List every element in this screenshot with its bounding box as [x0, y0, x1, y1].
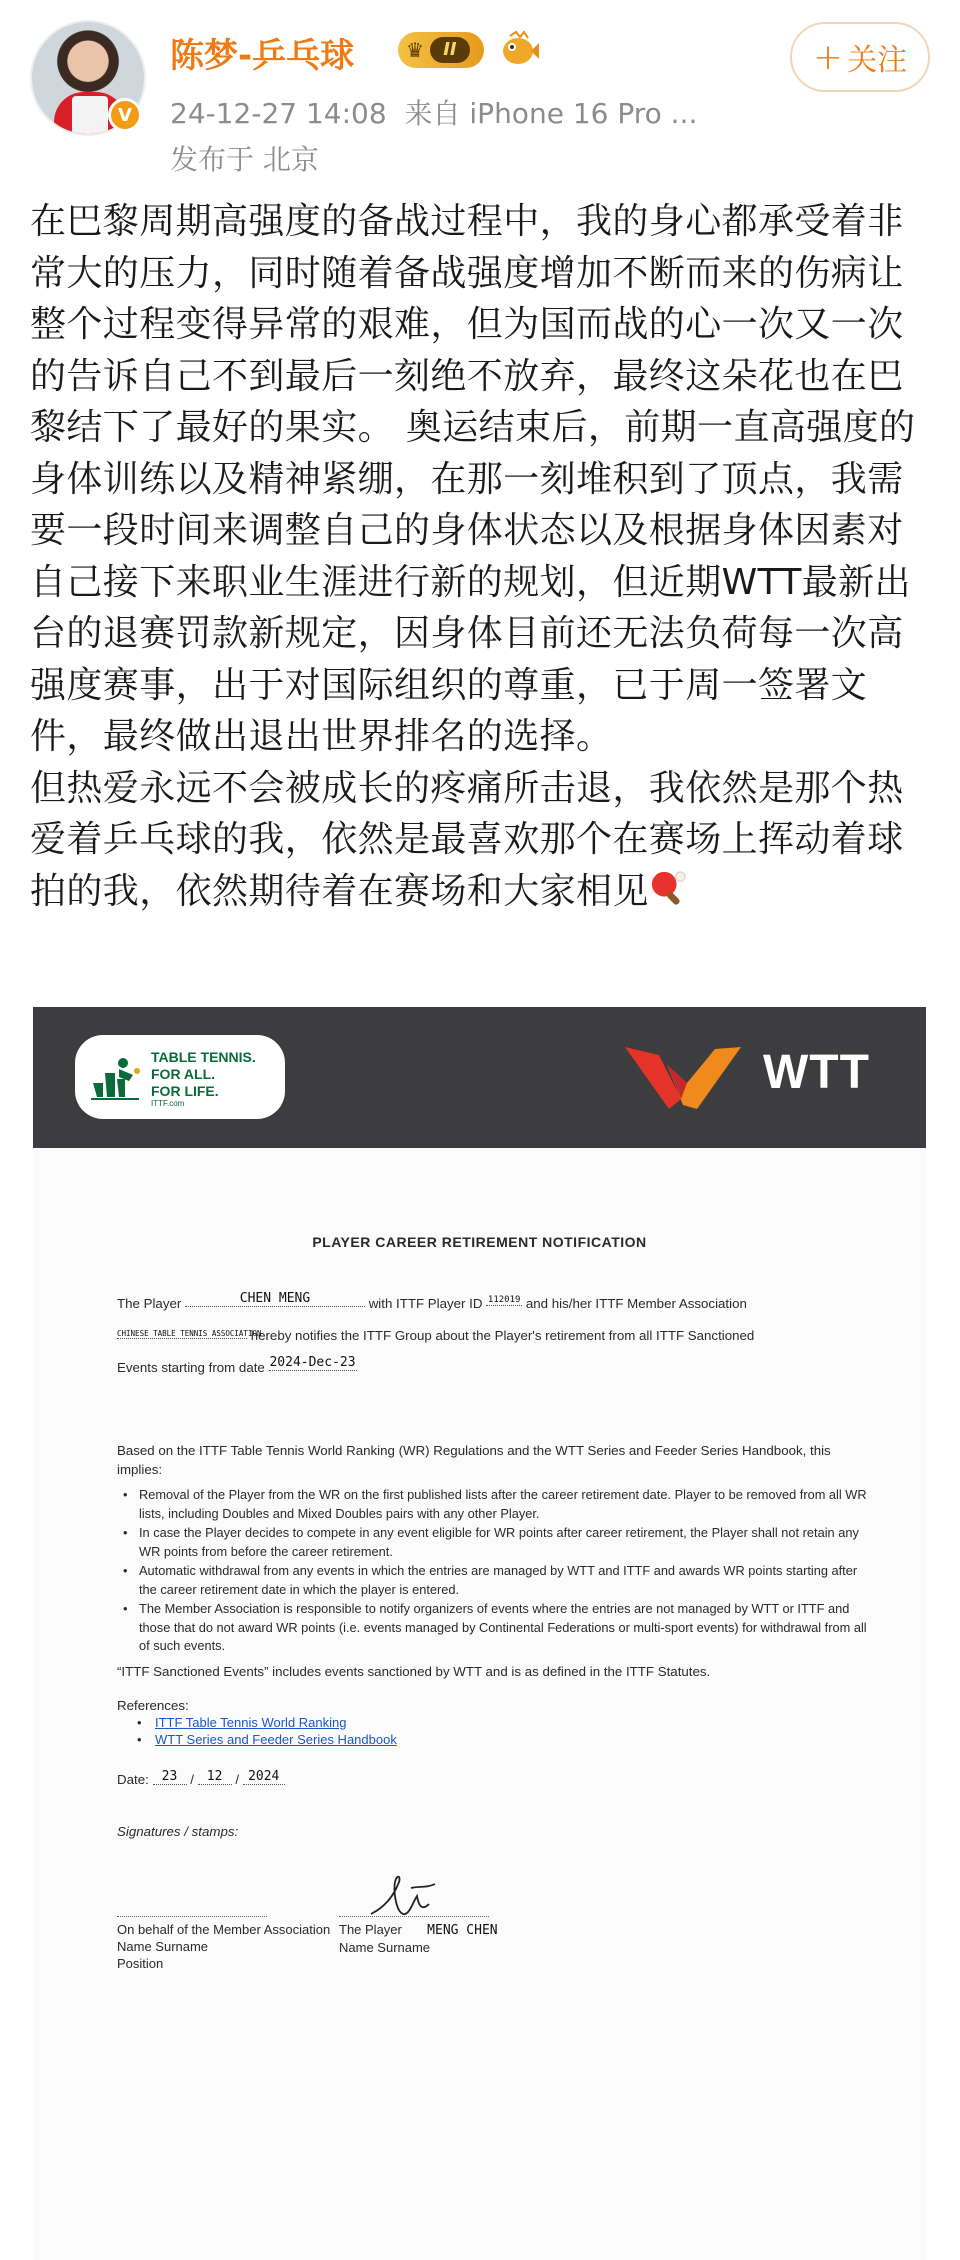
ping-pong-icon	[649, 869, 687, 907]
notification-text: hereby notifies the ITTF Group about the Player's retirement from all ITTF Sanctioned	[250, 1328, 755, 1343]
level-badge-text: II	[430, 37, 470, 63]
association-label: and his/her ITTF Member Association	[525, 1296, 747, 1311]
implication-item: • Removal of the Player from the WR on the first published lists after the career retirement date. Player to be removed from all WR lists, including Doubles and Mixed Doubles pairs with any other Player.	[117, 1486, 877, 1523]
ittf-tagline-3: FOR LIFE.	[151, 1083, 219, 1099]
player-sig-row	[339, 1921, 498, 1939]
implies-intro: Based on the ITTF Table Tennis World Ranking (WR) Regulations and the WTT Series and Feeder Series Handbook, this implies:	[117, 1443, 831, 1477]
implications-list	[117, 1486, 877, 1657]
start-date-field: 2024-Dec-23	[269, 1355, 356, 1370]
ittf-logo	[75, 1035, 285, 1119]
association-field: CHINESE TABLE TENNIS ASSOCIATION	[117, 1329, 262, 1338]
post-header	[0, 0, 960, 180]
reference-item	[117, 1714, 877, 1731]
date-month-field: 12	[198, 1769, 232, 1785]
ittf-tagline-2: FOR ALL.	[151, 1066, 216, 1082]
post-location: 发布于 北京	[170, 143, 319, 176]
document-banner	[33, 1007, 926, 1148]
date-label: Date:	[117, 1772, 149, 1787]
wtt-logo-mark	[623, 1043, 743, 1113]
post-source: 来自 iPhone 16 Pro ...	[404, 97, 698, 130]
wtt-logo-text: WTT	[763, 1046, 870, 1099]
retirement-document-image[interactable]	[33, 1007, 926, 2260]
implication-item: • The Member Association is responsible to notify organizers of events where the entries are not managed by WTT or ITTF and those that do not award WR points (i.e. events managed by Continental Federations or multi-sport events) for withdrawal from all of such events.	[117, 1600, 877, 1656]
follow-label: 关注	[847, 43, 908, 78]
start-date-line	[117, 1355, 357, 1377]
author-name[interactable]: 陈梦-乒乓球	[170, 36, 355, 76]
verified-icon: V	[108, 98, 142, 132]
on-behalf-label: On behalf of the Member Association	[117, 1922, 331, 1937]
post-meta	[170, 92, 697, 132]
implication-item: • Automatic withdrawal from any events in which the entries are managed by WTT and ITTF and awards WR points starting after the career retirement date in which the player is entered.	[117, 1562, 877, 1599]
reference-item	[117, 1731, 877, 1748]
date-separator: /	[235, 1772, 240, 1787]
player-signature-block	[339, 1916, 498, 1956]
name-surname-label: Name Surname	[117, 1939, 209, 1954]
post-body	[30, 196, 935, 917]
crown-icon: ♛	[406, 38, 424, 62]
player-line	[117, 1291, 747, 1313]
document-body	[33, 1148, 926, 2260]
player-label: The Player	[117, 1296, 182, 1311]
position-label: Position	[117, 1956, 164, 1971]
player-name-field: CHEN MENG	[185, 1291, 365, 1307]
reference-link-handbook[interactable]: WTT Series and Feeder Series Handbook	[155, 1732, 397, 1747]
start-date-label: Events starting from date	[117, 1360, 265, 1375]
date-year-field: 2024	[243, 1769, 285, 1785]
follow-button[interactable]	[790, 22, 930, 92]
plus-icon: +	[812, 36, 844, 78]
name-surname-label: Name Surname	[339, 1940, 431, 1955]
signature-line	[117, 1916, 267, 1917]
handwritten-player-name: MENG CHEN	[427, 1923, 498, 1938]
post-timestamp: 24-12-27 14:08	[170, 97, 387, 130]
member-association-signature-block	[117, 1916, 330, 1972]
ittf-tagline	[151, 1049, 256, 1100]
references-list	[117, 1714, 877, 1748]
ittf-url: ITTF.com	[151, 1099, 185, 1108]
avatar-shirt-inner	[72, 96, 108, 136]
signatures-label: Signatures / stamps:	[117, 1824, 239, 1839]
level-badge[interactable]	[398, 32, 484, 68]
date-line	[117, 1769, 285, 1789]
the-player-label: The Player	[339, 1922, 402, 1937]
player-id-label: with ITTF Player ID	[368, 1296, 483, 1311]
implication-item: • In case the Player decides to compete in any event eligible for WR points after career retirement, the Player shall not retain any WR points from before the career retirement.	[117, 1524, 877, 1561]
ittf-tagline-1: TABLE TENNIS.	[151, 1049, 256, 1065]
references-label: References:	[117, 1698, 189, 1713]
signature-line	[339, 1916, 489, 1917]
date-day-field: 23	[153, 1769, 187, 1785]
association-line	[117, 1328, 754, 1343]
sanctioned-events-note: “ITTF Sanctioned Events” includes events sanctioned by WTT and is as defined in the ITTF Statutes.	[117, 1664, 711, 1679]
reference-link-world-ranking[interactable]: ITTF Table Tennis World Ranking	[155, 1715, 347, 1730]
ittf-player-icon	[89, 1053, 141, 1101]
fan-badge-icon[interactable]	[498, 30, 540, 70]
post-paragraph-text: 但热爱永远不会被成长的疼痛所击退，我依然是那个热爱着乒乓球的我，依然是最喜欢那个在赛场上挥动着球拍的我，依然期待着在赛场和大家相见	[30, 767, 904, 912]
document-title: PLAYER CAREER RETIREMENT NOTIFICATION	[312, 1234, 647, 1250]
post-paragraph: 在巴黎周期高强度的备战过程中，我的身心都承受着非常大的压力，同时随着备战强度增加不断而来的伤病让整个过程变得异常的艰难，但为国而战的心一次又一次的告诉自己不到最后一刻绝不放弃，最终这朵花也在巴黎结下了最好的果实。 奥运结束后，前期一直高强度的身体训练以及精神紧绷，在那一刻堆积到了顶点，我需要一段时间来调整自己的身体状态以及根据身体因素对自己接下来职业生涯进行新的规划，但近期WTT最新出台的退赛罚款新规定，因身体目前还无法负荷每一次高强度赛事，出于对国际组织的尊重，已于周一签署文件，最终做出退出世界排名的选择。	[30, 201, 916, 757]
player-id-field: 112019	[487, 1295, 521, 1305]
post-paragraph-2	[30, 763, 935, 918]
date-separator: /	[190, 1772, 194, 1787]
